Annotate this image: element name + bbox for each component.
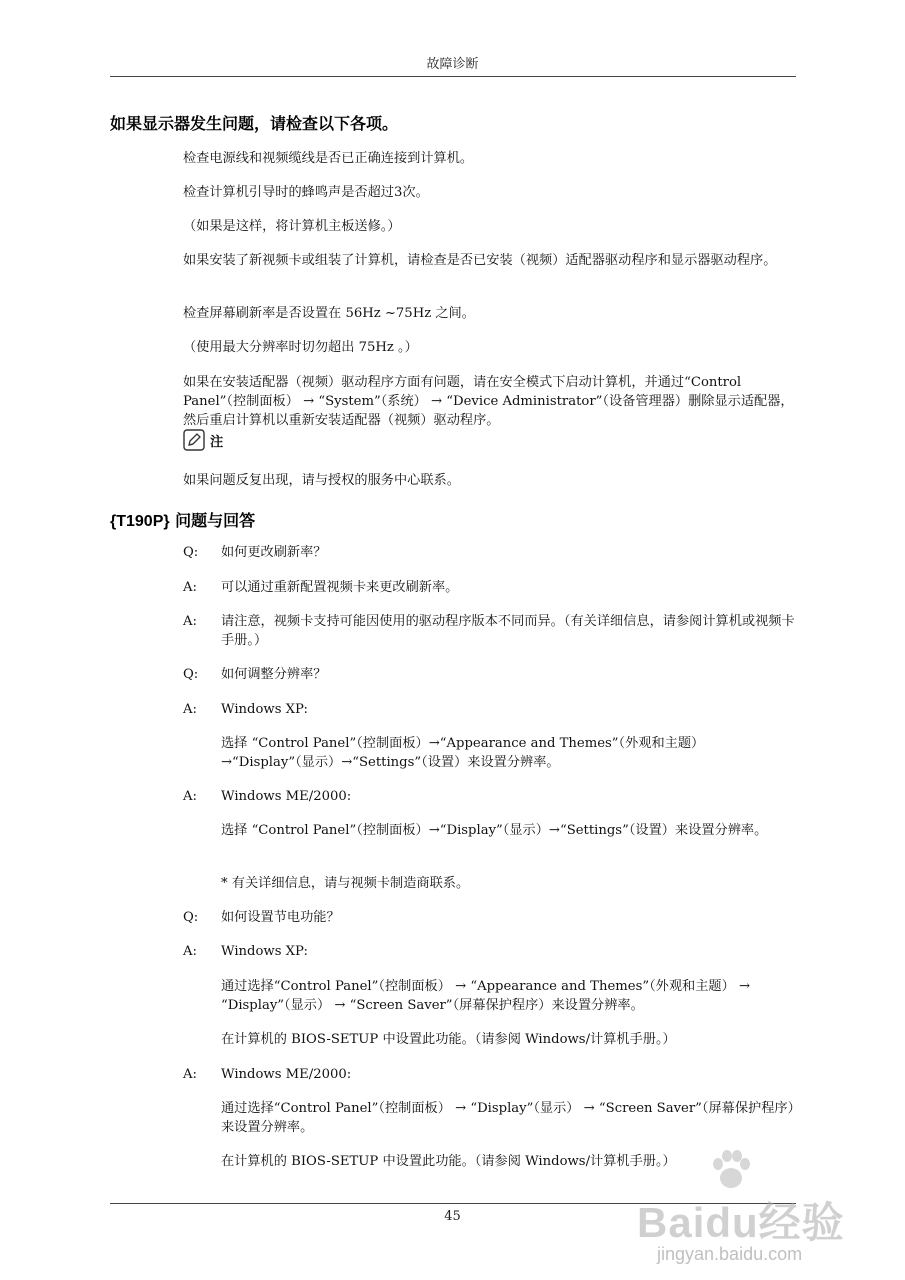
- qa-text: 通过选择“Control Panel”（控制面板） → “Appearance and Themes”（外观和主题） → “Display”（显示） → “Screen Saver”（屏幕保护程序）来设置分辨率。: [221, 979, 751, 1013]
- check-item: 检查屏幕刷新率是否设置在 56Hz ~75Hz 之间。: [183, 306, 475, 321]
- note: [183, 429, 223, 451]
- qa-heading-text: 问题与回答: [169, 511, 256, 530]
- section-heading-troubleshoot: 如果显示器发生问题，请检查以下各项。: [110, 114, 399, 133]
- qa-label: A:: [183, 789, 197, 804]
- qa-label: A:: [183, 614, 197, 629]
- note-label: 注: [210, 434, 224, 450]
- qa-label: A:: [183, 944, 197, 959]
- check-item: （如果是这样，将计算机主板送修。）: [183, 219, 401, 234]
- page-header-title: 故障诊断: [426, 57, 479, 72]
- check-item: 如果在安装适配器（视频）驱动程序方面有问题，请在安全模式下启动计算机，并通过“Control Panel”（控制面板） → “System”（系统） → “Device Administrator”（设备管理器）删除显示适配器，然后重启计算机以重新安装适配器（视频）驱动程序。: [183, 375, 794, 428]
- model-tag: {T190P}: [110, 513, 170, 530]
- note-text: 如果问题反复出现，请与授权的服务中心联系。: [183, 473, 460, 488]
- qa-text: 在计算机的 BIOS-SETUP 中设置此功能。（请参阅 Windows/计算机手册。）: [221, 1032, 676, 1047]
- section-heading-qa: [110, 508, 255, 531]
- check-item: 如果安装了新视频卡或组装了计算机，请检查是否已安装（视频）适配器驱动程序和显示器驱动程序。: [183, 253, 777, 268]
- check-item: 检查计算机引导时的蜂鸣声是否超过3次。: [183, 185, 429, 200]
- qa-label: Q:: [183, 667, 199, 682]
- qa-text: Windows ME/2000:: [221, 789, 352, 804]
- qa-text: 选择 “Control Panel”（控制面板）→“Appearance and Themes”（外观和主题）→“Display”（显示）→“Settings”（设置）来设置分辨率。: [221, 736, 705, 770]
- qa-text: Windows XP:: [221, 702, 308, 717]
- qa-text: 如何调整分辨率？: [221, 667, 327, 682]
- page-number: 45: [444, 1209, 461, 1224]
- qa-text: 如何设置节电功能？: [221, 910, 340, 925]
- qa-text: 选择 “Control Panel”（控制面板）→“Display”（显示）→“Settings”（设置）来设置分辨率。: [221, 823, 768, 838]
- qa-text: * 有关详细信息，请与视频卡制造商联系。: [221, 876, 470, 891]
- qa-text: 请注意，视频卡支持可能因使用的驱动程序版本不同而异。（有关详细信息，请参阅计算机或视频卡手册。）: [221, 614, 795, 648]
- qa-text: 可以通过重新配置视频卡来更改刷新率。: [221, 580, 459, 595]
- qa-text: 如何更改刷新率？: [221, 545, 327, 560]
- qa-text: Windows ME/2000:: [221, 1067, 352, 1082]
- qa-label: Q:: [183, 910, 199, 925]
- check-item: 检查电源线和视频缆线是否已正确连接到计算机。: [183, 151, 474, 166]
- paw-icon: [709, 1150, 753, 1190]
- qa-text: 在计算机的 BIOS-SETUP 中设置此功能。（请参阅 Windows/计算机手册。）: [221, 1154, 676, 1169]
- qa-label: Q:: [183, 545, 199, 560]
- note-pencil-icon: [183, 429, 205, 451]
- qa-text: 通过选择“Control Panel”（控制面板） → “Display”（显示） → “Screen Saver”（屏幕保护程序）来设置分辨率。: [221, 1101, 795, 1135]
- header-rule: [110, 76, 796, 77]
- qa-label: A:: [183, 702, 197, 717]
- check-item: （使用最大分辨率时切勿超出 75Hz 。）: [183, 340, 418, 355]
- watermark-brand: Baidu经验: [637, 1199, 845, 1246]
- watermark-url: jingyan.baidu.com: [657, 1244, 803, 1264]
- qa-label: A:: [183, 580, 197, 595]
- baidu-watermark: [637, 1150, 867, 1278]
- qa-text: Windows XP:: [221, 944, 308, 959]
- qa-label: A:: [183, 1067, 197, 1082]
